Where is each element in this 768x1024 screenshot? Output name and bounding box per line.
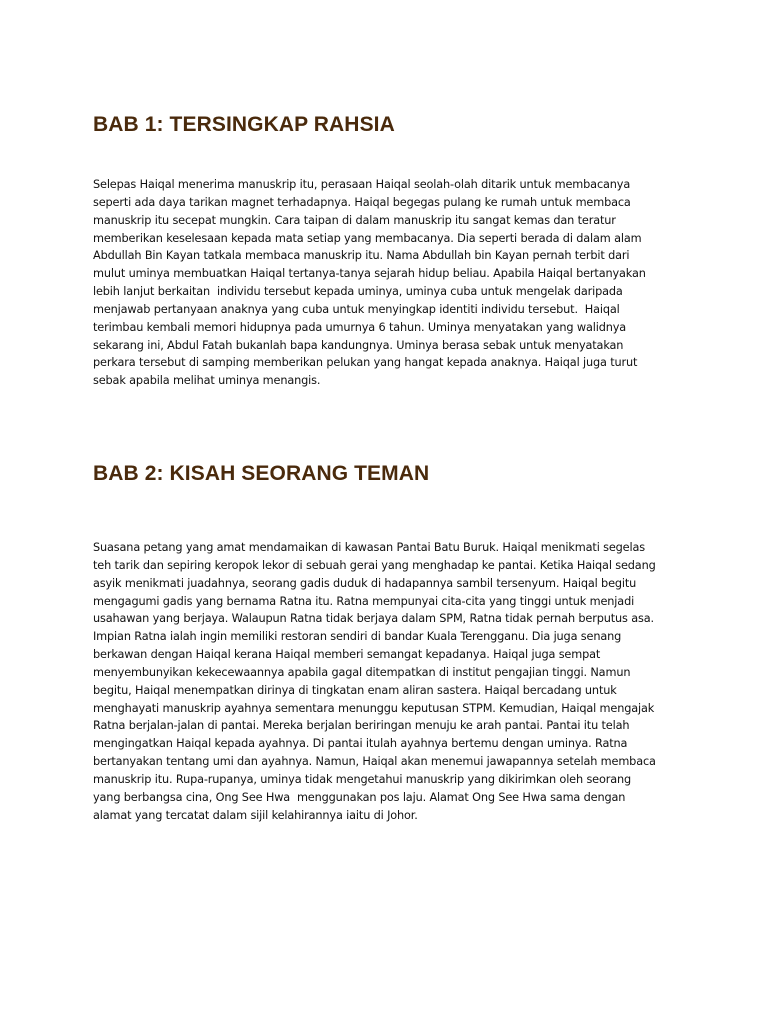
chapter-1-line: lebih lanjut berkaitan individu tersebut kepada uminya, uminya cuba untuk mengelak daripada [93,285,623,299]
chapter-1-line: seperti ada daya tarikan magnet terhadapnya. Haiqal begegas pulang ke rumah untuk membaca [93,195,631,209]
chapter-2-line: menghayati manuskrip ayahnya sementara menunggu keputusan STPM. Kemudian, Haiqal mengajak [93,701,655,715]
chapter-1-line: sebak apabila melihat uminya menangis. [93,374,321,388]
chapter-2-heading: BAB 2: KISAH SEORANG TEMAN [93,462,430,485]
chapter-2-line: Impian Ratna ialah ingin memiliki restoran sendiri di bandar Kuala Terengganu. Dia juga senang [93,630,622,644]
chapter-2-line: menyembunyikan kekecewaannya apabila gagal ditempatkan di institut pengajian tinggi. Namun [93,665,631,679]
chapter-1-line: terimbau kembali memori hidupnya pada umurnya 6 tahun. Uminya menyatakan yang walidnya [93,320,627,334]
chapter-2-line: bertanyakan tentang umi dan ayahnya. Namun, Haiqal akan menemui jawapannya setelah membaca [93,755,656,769]
chapter-2-line: mengingatkan Haiqal kepada ayahnya. Di pantai itulah ayahnya bertemu dengan uminya. Ratna [93,737,628,751]
chapter-2-line: Suasana petang yang amat mendamaikan di kawasan Pantai Batu Buruk. Haiqal menikmati segelas [93,541,645,554]
chapter-1-line: menjawab pertanyaan anaknya yang cuba untuk menyingkap identiti individu tersebut. Haiqal [93,302,620,316]
chapter-1-body [93,176,693,390]
chapter-1-line: perkara tersebut di samping memberikan pelukan yang hangat kepada anaknya. Haiqal juga turut [93,356,638,370]
chapter-2-line: usahawan yang berjaya. Walaupun Ratna tidak berjaya dalam SPM, Ratna tidak pernah berputus asa. [93,612,654,626]
chapter-2-line: yang berbangsa cina, Ong See Hwa menggunakan pos laju. Alamat Ong See Hwa sama dengan [93,790,626,804]
chapter-2-line: Ratna berjalan-jalan di pantai. Mereka berjalan beriringan menuju ke arah pantai. Pantai itu telah [93,719,630,733]
chapter-1-line: manuskrip itu secepat mungkin. Cara taipan di dalam manuskrip itu sangat kemas dan teratur [93,213,616,227]
chapter-1-line: Abdullah Bin Kayan tatkala membaca manuskrip itu. Nama Abdullah bin Kayan pernah terbit dari [93,249,630,263]
chapter-2-line: manuskrip itu. Rupa-rupanya, uminya tidak mengetahui manuskrip yang dikirimkan oleh seorang [93,772,632,786]
chapter-2-body [93,539,693,825]
chapter-2-line: teh tarik dan sepiring keropok lekor di sebuah gerai yang menghadap ke pantai. Ketika Haiqal sedang [93,558,656,572]
chapter-1-heading: BAB 1: TERSINGKAP RAHSIA [93,113,395,136]
chapter-2-line: mengagumi gadis yang bernama Ratna itu. Ratna mempunyai cita-cita yang tinggi untuk menjadi [93,594,635,608]
chapter-2-line: asyik menikmati juadahnya, seorang gadis duduk di hadapannya sambil tersenyum. Haiqal begitu [93,576,637,590]
chapter-2-line: begitu, Haiqal menempatkan dirinya di tingkatan enam aliran sastera. Haiqal bercadang untuk [93,683,617,697]
chapter-2-line: alamat yang tercatat dalam sijil kelahirannya iaitu di Johor. [93,808,418,822]
chapter-1-line: mulut uminya membuatkan Haiqal tertanya-tanya sejarah hidup beliau. Apabila Haiqal bertanyakan [93,267,646,281]
chapter-1-line: sekarang ini, Abdul Fatah bukanlah bapa kandungnya. Uminya berasa sebak untuk menyatakan [93,338,624,352]
chapter-1-line: Selepas Haiqal menerima manuskrip itu, perasaan Haiqal seolah-olah ditarik untuk membacanya [93,178,631,191]
chapter-2-line: berkawan dengan Haiqal kerana Haiqal memberi semangat kepadanya. Haiqal juga sempat [93,648,601,662]
chapter-1-line: memberikan keselesaan kepada mata setiap yang membacanya. Dia seperti berada di dalam alam [93,231,642,245]
